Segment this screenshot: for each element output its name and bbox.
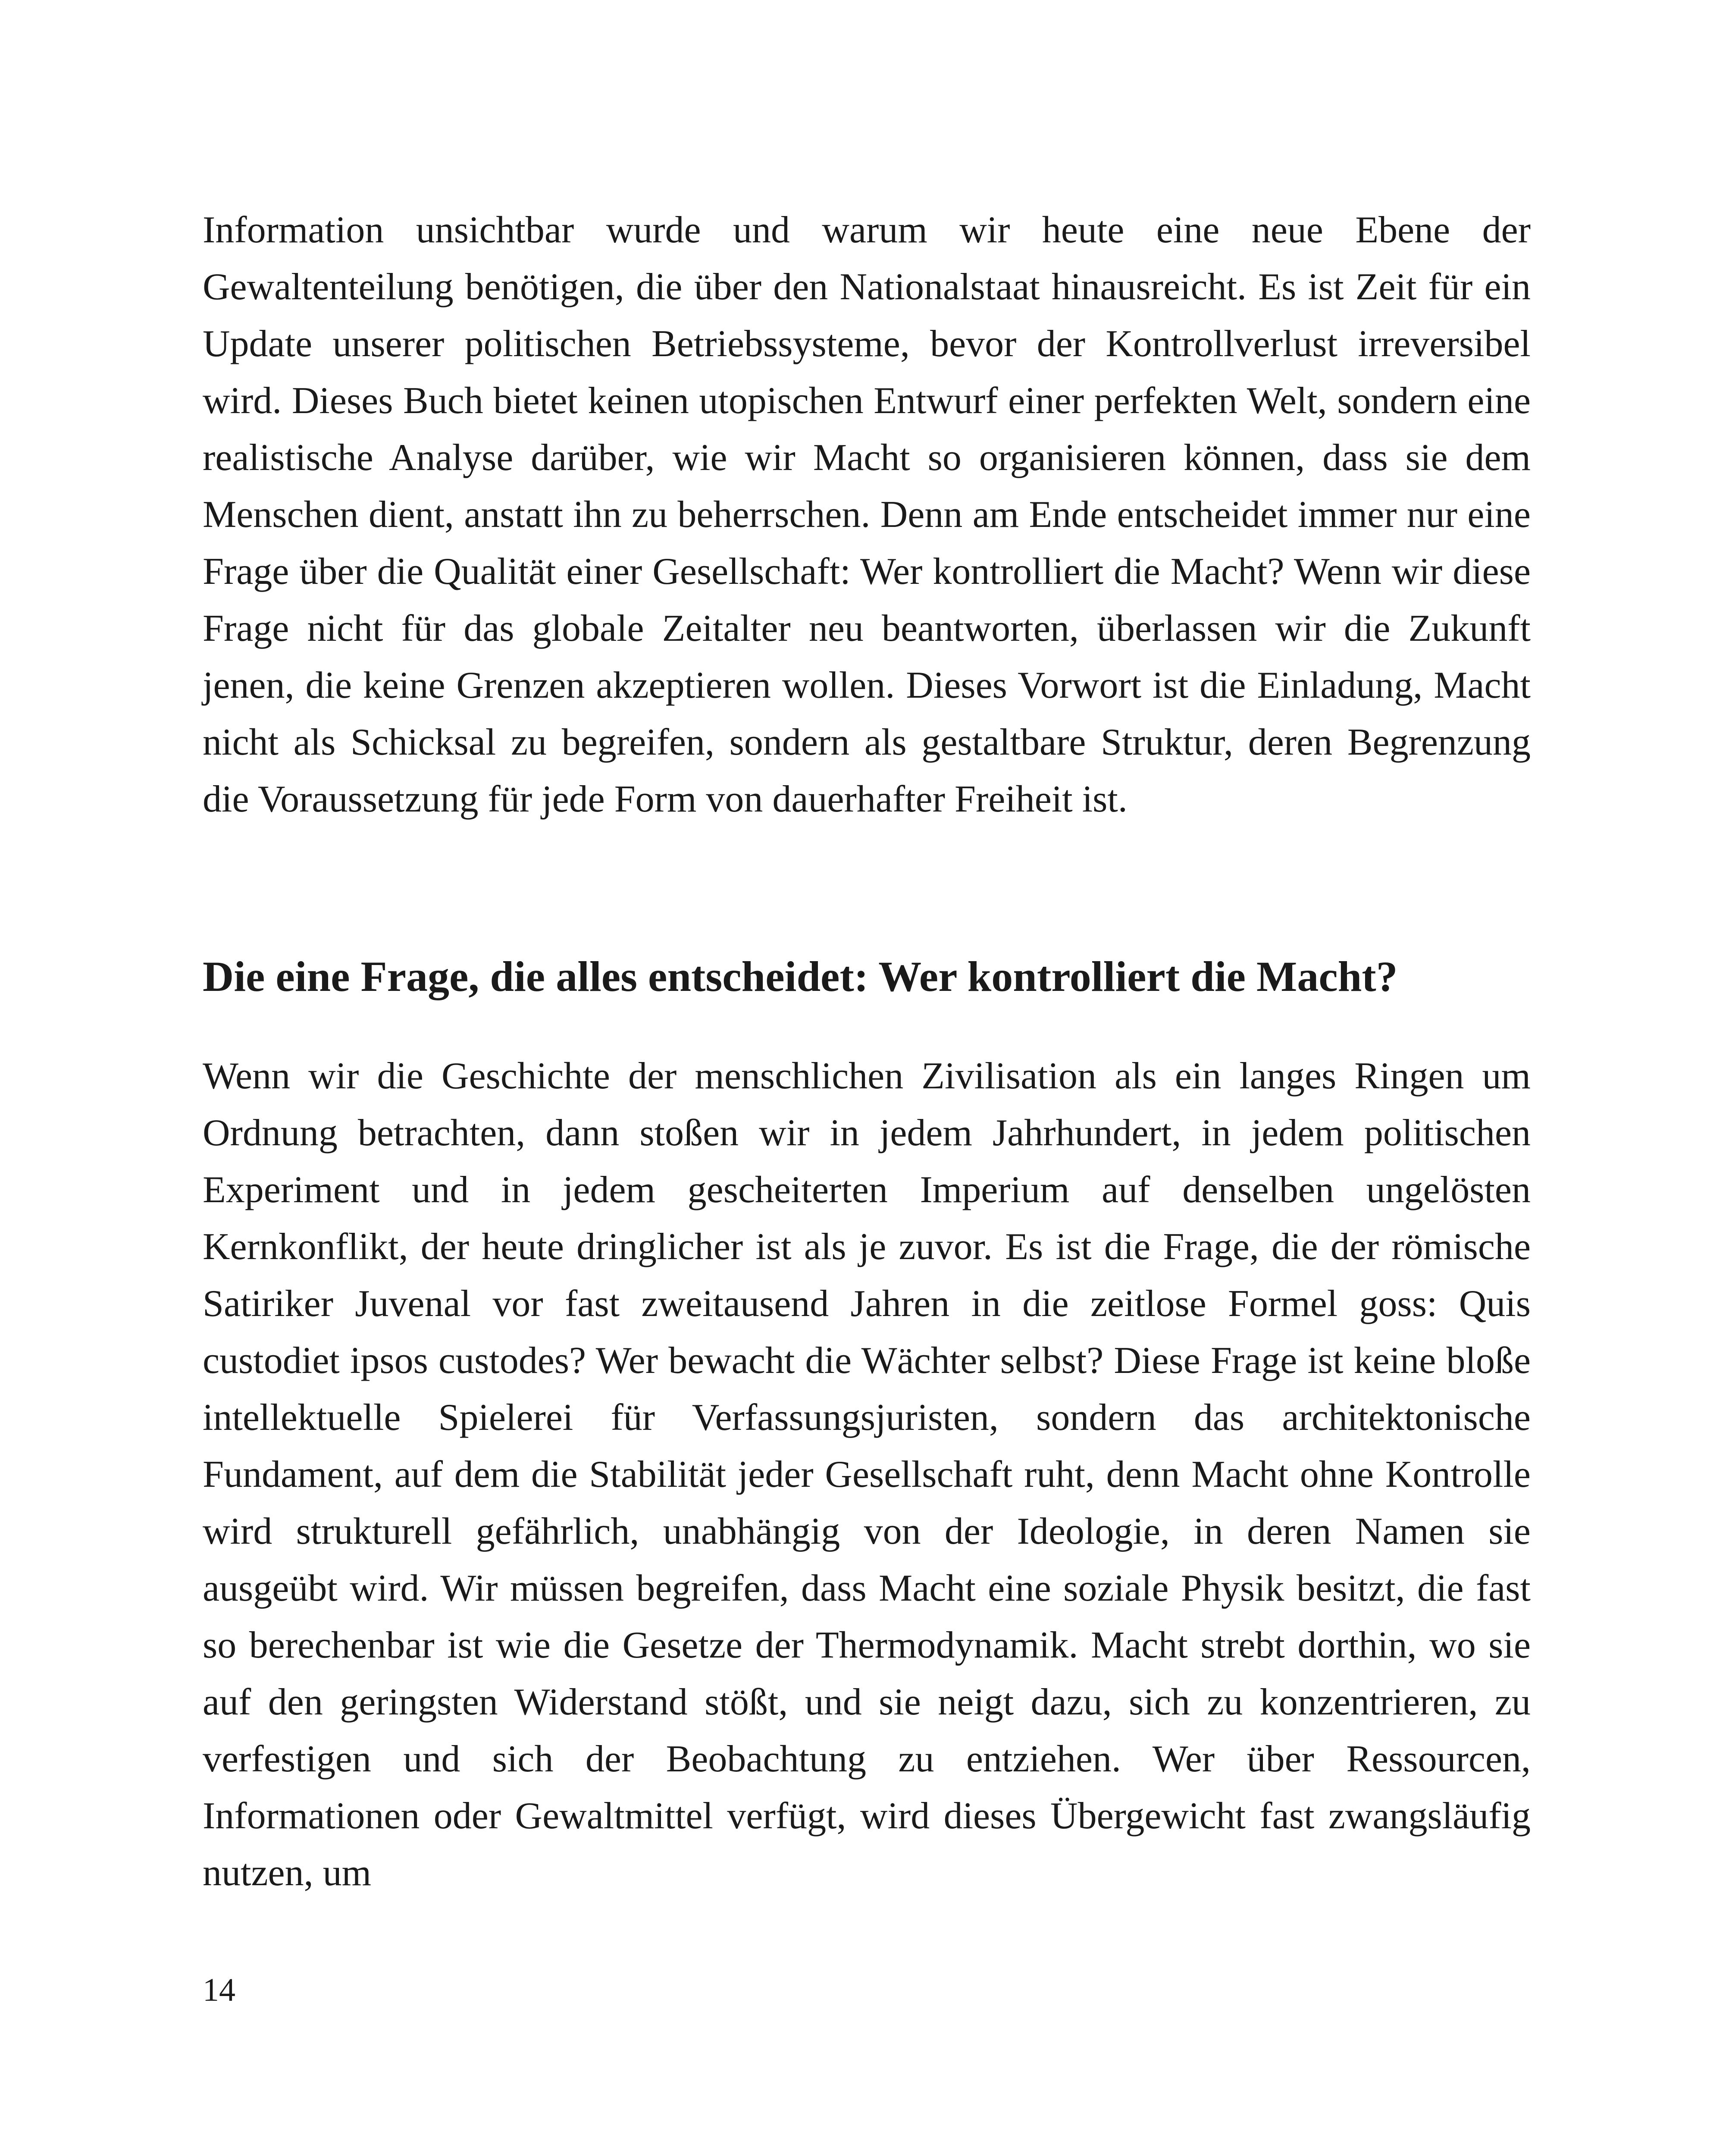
body-paragraph: Information unsichtbar wurde und warum wir heute eine neue Ebene der Gewaltenteilung benötigen, die über den Nationalstaat hinausreicht. Es ist Zeit für ein Update unserer politischen Betriebssysteme, bevor der Kontrollverlust irreversibel wird. Dieses Buch bietet keinen utopischen Entwurf einer perfekten Welt, sondern eine realistische Analyse darüber, wie wir Macht so organisieren können, dass sie dem Menschen dient, anstatt ihn zu beherrschen. Denn am Ende entscheidet immer nur eine Frage über die Qualität einer Gesellschaft: Wer kontrolliert die Macht? Wenn wir diese Frage nicht für das globale Zeitalter neu beantworten, überlassen wir die Zukunft jenen, die keine Grenzen akzeptieren wollen. Dieses Vorwort ist die Einladung, Macht nicht als Schicksal zu begreifen, sondern als gestaltbare Struktur, deren Begrenzung die Voraussetzung für jede Form von dauerhafter Freiheit ist. — [203, 209, 1531, 820]
section-heading: Die eine Frage, die alles entscheidet: Wer kontrolliert die Macht? — [203, 953, 1398, 1000]
body-paragraph: Wenn wir die Geschichte der menschlichen Zivilisation als ein langes Ringen um Ordnung betrachten, dann stoßen wir in jedem Jahrhundert, in jedem politischen Experiment und in jedem gescheiterten Imperium auf denselben ungelösten Kernkonflikt, der heute dringlicher ist als je zuvor. Es ist die Frage, die der römische Satiriker Juvenal vor fast zweitausend Jahren in die zeitlose Formel goss: Quis custodiet ipsos custodes? Wer bewacht die Wächter selbst? Diese Frage ist keine bloße intellektuelle Spielerei für Verfassungsjuristen, sondern das architektonische Fundament, auf dem die Stabilität jeder Gesellschaft ruht, denn Macht ohne Kontrolle wird strukturell gefährlich, unabhängig von der Ideologie, in deren Namen sie ausgeübt wird. Wir müssen begreifen, dass Macht eine soziale Physik besitzt, die fast so berechenbar ist wie die Gesetze der Thermodynamik. Macht strebt dorthin, wo sie auf den geringsten Widerstand stößt, und sie neigt dazu, sich zu konzentrieren, zu verfestigen und sich der Beobachtung zu entziehen. Wer über Ressourcen, Informationen oder Gewaltmittel verfügt, wird dieses Übergewicht fast zwangsläufig nutzen, um — [203, 1055, 1531, 1894]
page-number: 14 — [203, 1972, 235, 2008]
